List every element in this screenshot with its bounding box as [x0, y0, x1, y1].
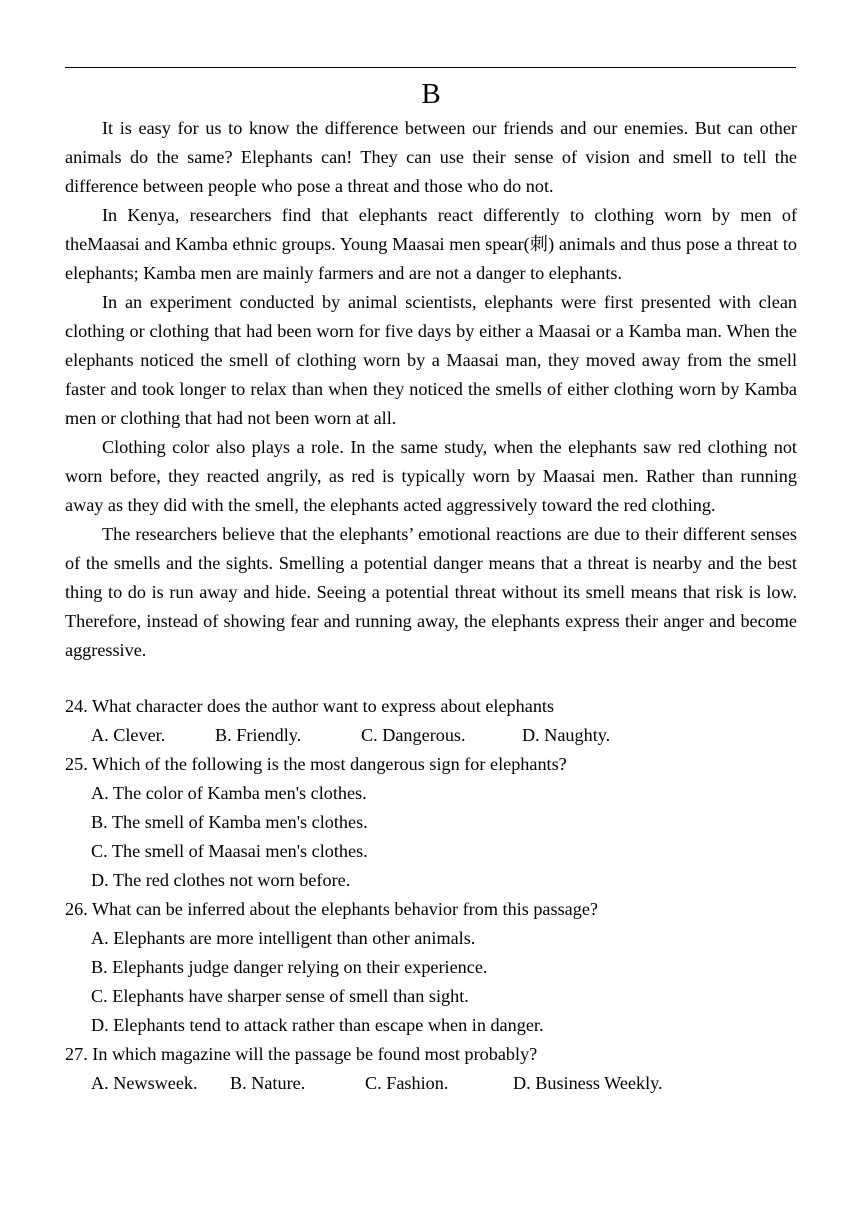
- option: D. Naughty.: [522, 725, 611, 745]
- option: D. The red clothes not worn before.: [91, 870, 351, 890]
- option: A. Clever.: [91, 725, 166, 745]
- passage-paragraph: Clothing color also plays a role. In the same study, when the elephants saw red clothing not worn before, they reacted angrily, as red is typically worn by Maasai men. Rather than running away as they did with the smell, the elephants acted aggressively toward the red clothing.: [65, 437, 797, 515]
- question-26-stem: 26. What can be inferred about the elephants behavior from this passage?: [65, 899, 598, 919]
- option: B. Nature.: [230, 1073, 306, 1093]
- option: D. Elephants tend to attack rather than escape when in danger.: [91, 1015, 544, 1035]
- passage-paragraph: It is easy for us to know the difference between our friends and our enemies. But can other animals do the same? Elephants can! They can use their sense of vision and smell to tell the difference between people who pose a threat and those who do not.: [65, 118, 797, 196]
- option: C. Dangerous.: [361, 725, 466, 745]
- option: C. Elephants have sharper sense of smell than sight.: [91, 986, 469, 1006]
- option: A. Elephants are more intelligent than other animals.: [91, 928, 476, 948]
- option: B. Elephants judge danger relying on their experience.: [91, 957, 488, 977]
- question-27-options: [65, 1069, 797, 1098]
- passage-paragraph: The researchers believe that the elephants’ emotional reactions are due to their different senses of the smells and the sights. Smelling a potential danger means that a threat is nearby and the best thing to do is run away and hide. Seeing a potential threat without its smell means that risk is low. Therefore, instead of showing fear and running away, the elephants express their anger and become aggressive.: [65, 524, 797, 660]
- option: C. Fashion.: [365, 1073, 449, 1093]
- option: B. Friendly.: [215, 725, 302, 745]
- option: B. The smell of Kamba men's clothes.: [91, 812, 368, 832]
- reading-passage: [65, 114, 797, 665]
- option: C. The smell of Maasai men's clothes.: [91, 841, 368, 861]
- question-25-stem: 25. Which of the following is the most dangerous sign for elephants?: [65, 754, 567, 774]
- question-24-stem: 24. What character does the author want to express about elephants: [65, 696, 555, 716]
- header-rule: [65, 67, 796, 68]
- option: A. The color of Kamba men's clothes.: [91, 783, 367, 803]
- passage-paragraph: In an experiment conducted by animal scientists, elephants were first presented with clean clothing or clothing that had been worn for five days by either a Maasai or a Kamba man. When the elephants noticed the smell of clothing worn by a Maasai man, they moved away from the smell faster and took longer to relax than when they noticed the smells of either clothing worn by Kamba men or clothing that had not been worn at all.: [65, 292, 797, 428]
- option: D. Business Weekly.: [513, 1073, 663, 1093]
- question-list: [65, 692, 797, 1098]
- passage-paragraph: In Kenya, researchers find that elephants react differently to clothing worn by men of theMaasai and Kamba ethnic groups. Young Maasai men spear(刺) animals and thus pose a threat to elephants; Kamba men are mainly farmers and are not a danger to elephants.: [65, 205, 797, 283]
- section-title: B: [421, 78, 441, 110]
- option: A. Newsweek.: [91, 1073, 198, 1093]
- question-27-stem: 27. In which magazine will the passage be found most probably?: [65, 1044, 538, 1064]
- question-24-options: [65, 721, 797, 750]
